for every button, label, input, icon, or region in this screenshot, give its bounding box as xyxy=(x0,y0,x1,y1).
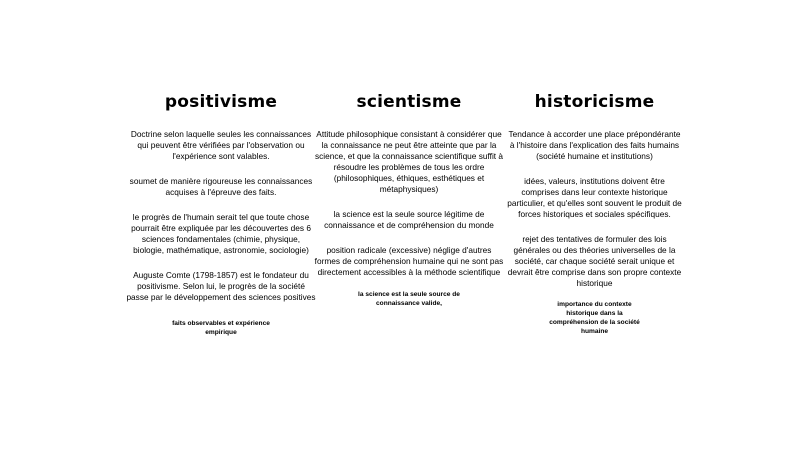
paragraph: position radicale (excessive) néglige d'autres formes de compréhension humaine qui ne sont pas directement accessibles à la méthode scientifique xyxy=(314,245,504,277)
paragraph: Auguste Comte (1798-1857) est le fondateur du positivisme. Selon lui, le progrès de la société passe par le développement des sciences positives xyxy=(126,270,316,302)
summary-note: faits observables et expérience empirique xyxy=(172,320,270,336)
paragraph: soumet de manière rigoureuse les connaissances acquises à l'épreuve des faits. xyxy=(129,176,313,197)
paragraph: la science est la seule source légitime de connaissance et de compréhension du monde xyxy=(324,209,494,230)
column-positivisme xyxy=(126,92,316,337)
paragraph: idées, valeurs, institutions doivent être comprises dans leur contexte historique particulier, et qu'elles sont souvent le produit de forces historiques et sociales spécifiques. xyxy=(507,176,682,219)
column-scientisme xyxy=(314,92,504,308)
paragraph: rejet des tentatives de formuler des lois générales ou des théories universelles de la société, car chaque société serait unique et devrait être comprise dans son propre contexte historique xyxy=(507,234,682,288)
summary-note: importance du contexte historique dans la compréhension de la société humaine xyxy=(549,301,640,335)
column-title: historicisme xyxy=(534,92,655,112)
summary-note: la science est la seule source de connaissance valide, xyxy=(358,291,460,307)
paragraph: Attitude philosophique consistant à considérer que la connaissance ne peut être atteinte que par la science, et que la connaissance scientifique suffit à résoudre les problèmes de tous les ordre (philosophiques, éthiques, esthétiques et métaphysiques) xyxy=(314,129,504,194)
column-title: scientisme xyxy=(356,92,462,112)
paragraph: Tendance à accorder une place prépondérante à l'histoire dans l'explication des faits humains (société humaine et institutions) xyxy=(508,129,681,161)
column-historicisme xyxy=(507,92,682,336)
paragraph: le progrès de l'humain serait tel que toute chose pourrait être expliquée par les découvertes des 6 sciences fondamentales (chimie, physique, biologie, mathématique, astronomie, sociologie) xyxy=(131,212,311,255)
column-title: positivisme xyxy=(164,92,278,112)
paragraph: Doctrine selon laquelle seules les connaissances qui peuvent être vérifiées par l'observation ou l'expérience sont valables. xyxy=(130,129,312,161)
